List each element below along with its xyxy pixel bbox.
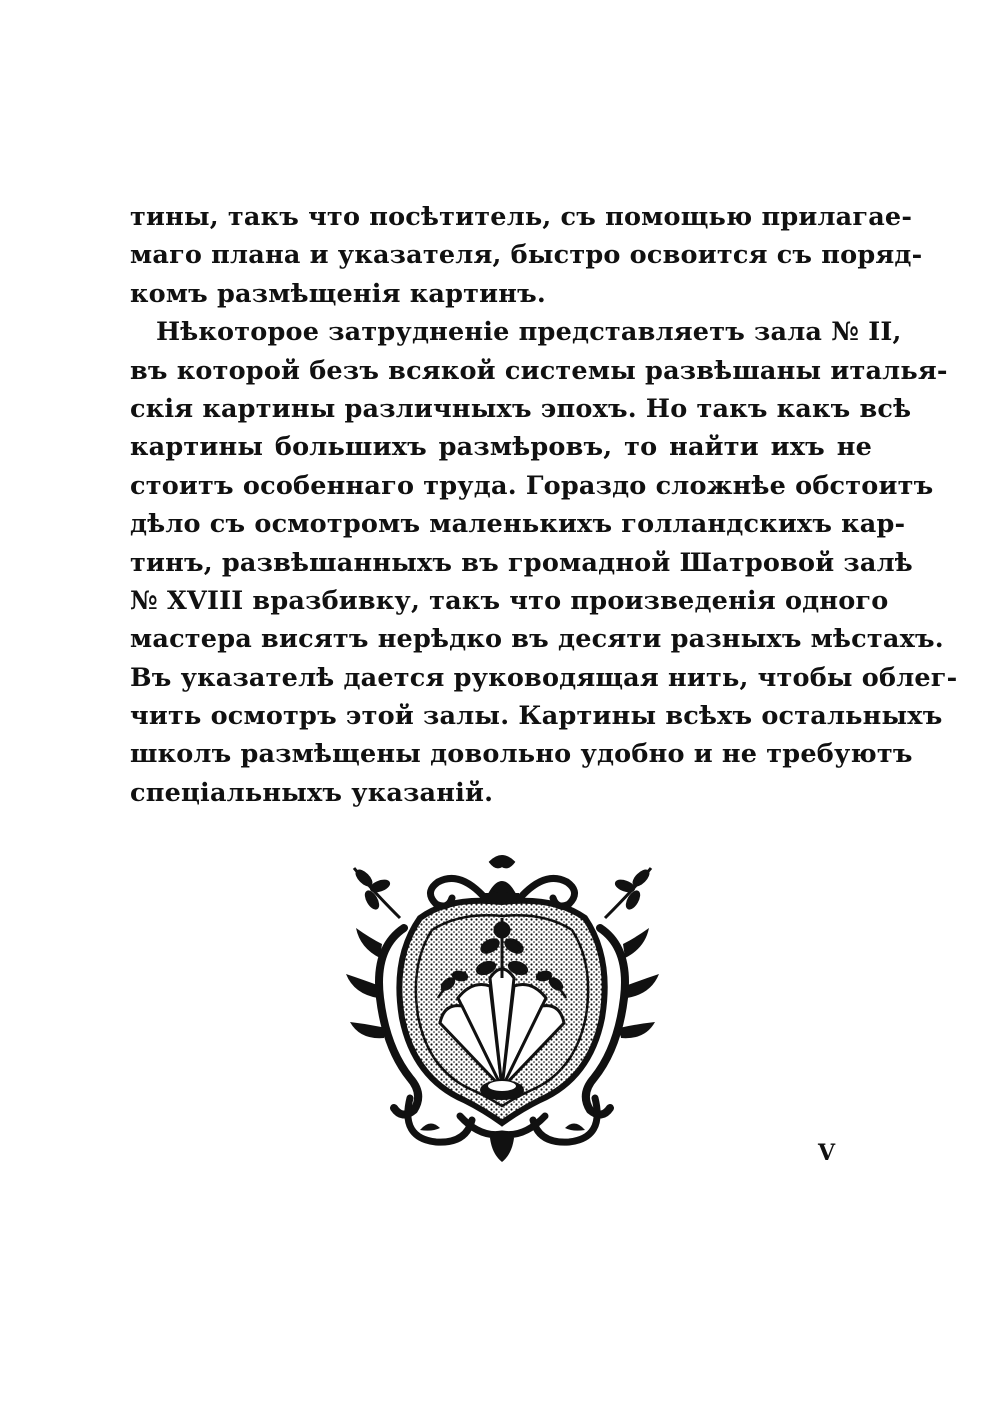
baroque-cartouche-ornament-icon <box>340 848 665 1168</box>
text-line: Нѣкоторое затрудненіе представляетъ зала № II, <box>156 317 902 348</box>
text-line: тины, такъ что посѣтитель, съ помощью прилагае- <box>130 202 913 232</box>
page-number: V <box>818 1140 836 1166</box>
text-line: въ которой безъ всякой системы развѣшаны италья- <box>130 355 948 386</box>
text-line: стоитъ особеннаго труда. Гораздо сложнѣе обстоитъ <box>130 470 934 501</box>
paragraph-2 <box>130 313 958 812</box>
text-line: чить осмотръ этой залы. Картины всѣхъ остальныхъ <box>130 701 943 732</box>
text-line: маго плана и указателя, быстро освоится съ поряд- <box>130 240 923 271</box>
text-line: школъ размѣщены довольно удобно и не требуютъ <box>130 739 913 770</box>
text-line: мастера висятъ нерѣдко въ десяти разныхъ мѣстахъ. <box>130 624 944 655</box>
text-line: Въ указателѣ дается руководящая нить, чтобы облег- <box>130 662 958 693</box>
text-line: комъ размѣщенія картинъ. <box>130 278 546 309</box>
text-line: картины большихъ размѣровъ, то найти ихъ не <box>130 432 872 463</box>
text-line: тинъ, развѣшанныхъ въ громадной Шатровой залѣ <box>130 547 913 578</box>
body-text <box>130 198 958 812</box>
text-line: дѣло съ осмотромъ маленькихъ голландскихъ кар- <box>130 509 906 540</box>
text-line: спеціальныхъ указаній. <box>130 777 494 808</box>
text-line: скія картины различныхъ эпохъ. Но такъ какъ всѣ <box>130 393 912 424</box>
text-line: № XVIII вразбивку, такъ что произведенія одного <box>130 585 889 616</box>
paragraph-1 <box>130 198 923 313</box>
